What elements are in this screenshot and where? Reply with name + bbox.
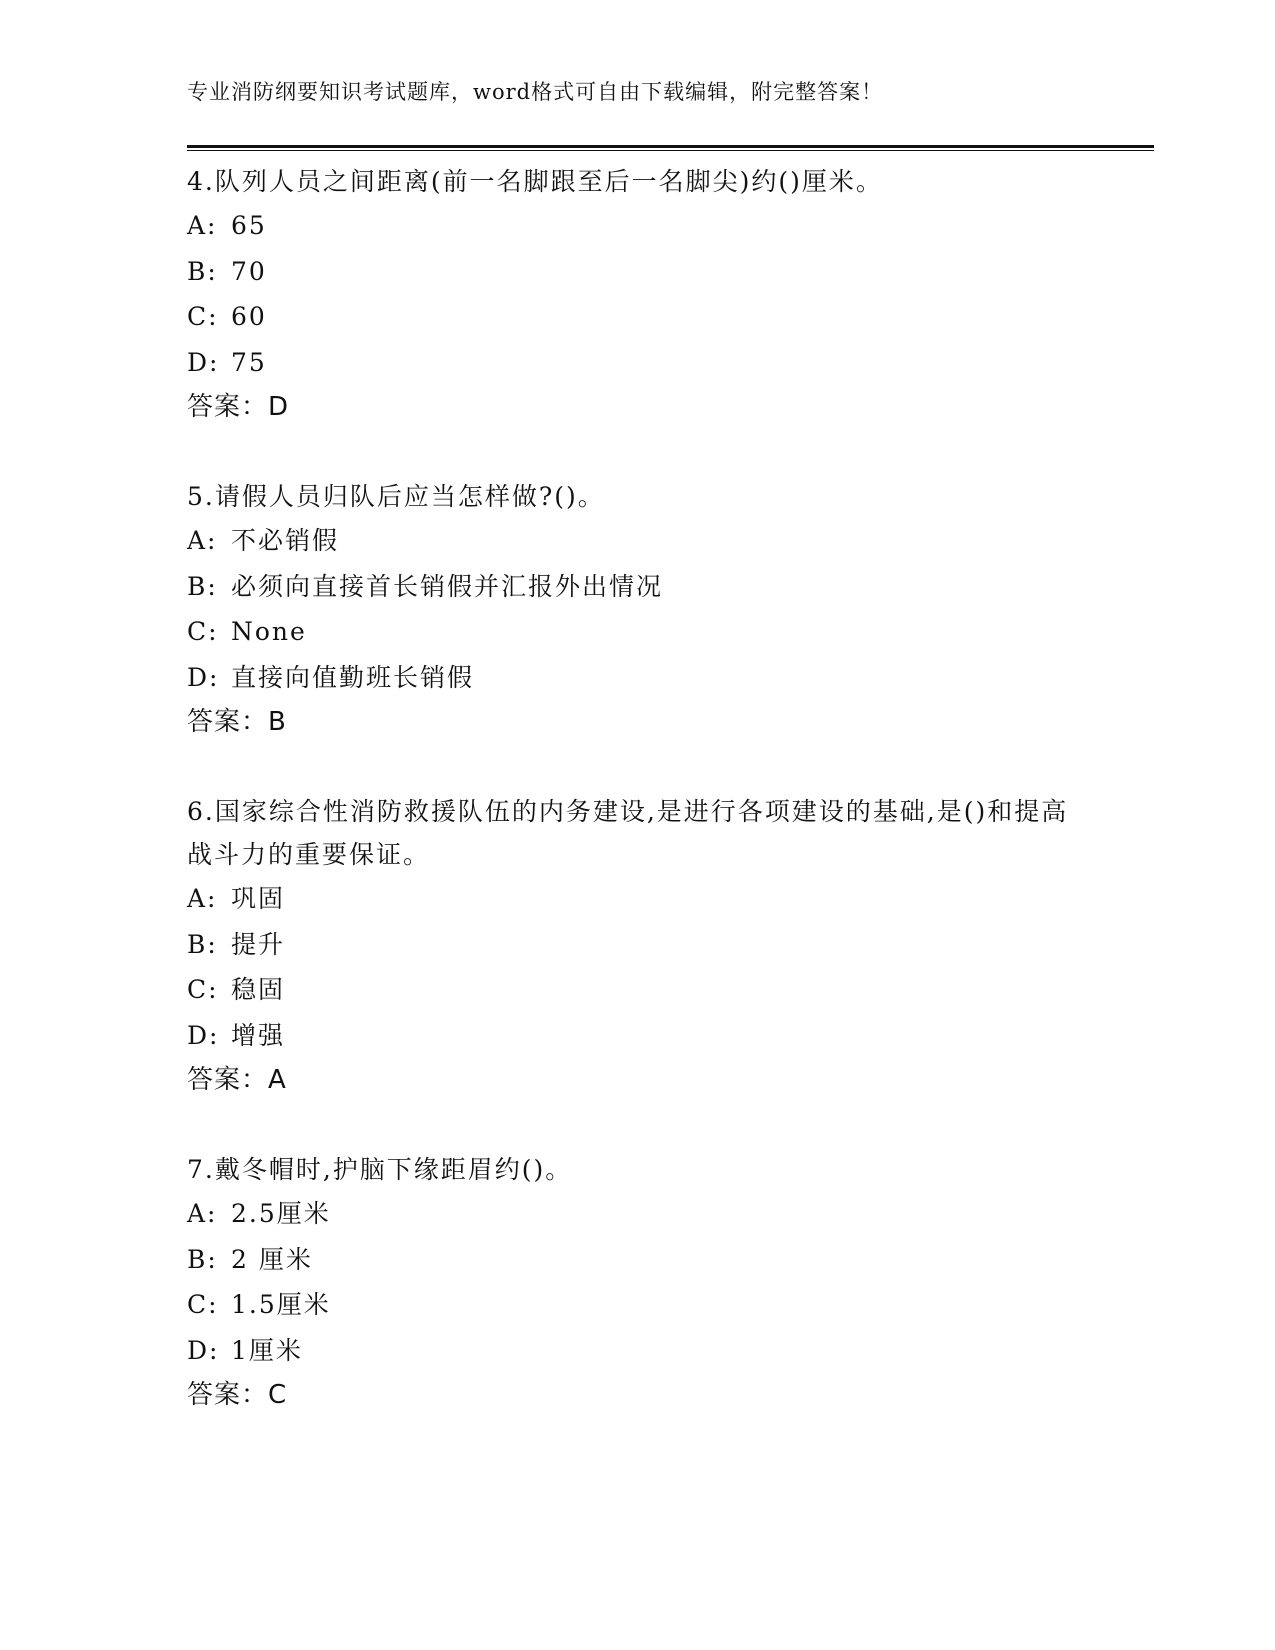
option-a <box>187 1191 1087 1237</box>
question-4 <box>187 160 1087 430</box>
option-letter: D: <box>187 662 220 692</box>
option-c <box>187 967 1087 1013</box>
option-text: 1厘米 <box>231 1335 303 1365</box>
answer-line: 答案：A <box>187 1065 287 1095</box>
answer-line: 答案：C <box>187 1380 288 1410</box>
option-text: 巩固 <box>231 884 286 913</box>
option-b <box>187 1237 1087 1283</box>
option-text: 必须向直接首长销假并汇报外出情况 <box>231 571 664 601</box>
option-c <box>187 609 1087 655</box>
page-header: 专业消防纲要知识考试题库，word格式可自由下载编辑，附完整答案！ <box>187 80 884 104</box>
option-a <box>187 876 1087 922</box>
question-text: 4.队列人员之间距离(前一名脚跟至后一名脚尖)约()厘米。 <box>187 167 883 196</box>
option-text: 2.5厘米 <box>231 1199 331 1228</box>
question-5 <box>187 475 1087 745</box>
option-text: 提升 <box>231 929 286 959</box>
option-text: 增强 <box>231 1020 286 1050</box>
option-text: 2 厘米 <box>231 1244 313 1274</box>
option-text: 75 <box>231 347 267 377</box>
option-letter: D: <box>187 347 220 377</box>
option-letter: C: <box>187 975 219 1004</box>
answer-line: 答案：B <box>187 707 287 737</box>
option-a <box>187 203 1087 249</box>
question-list <box>187 160 1087 1463</box>
option-letter: B: <box>187 1244 218 1274</box>
option-c <box>187 1282 1087 1328</box>
option-d <box>187 340 1087 386</box>
option-letter: C: <box>187 302 219 331</box>
option-letter: A: <box>187 884 218 913</box>
question-7 <box>187 1148 1087 1418</box>
question-6 <box>187 790 1087 1103</box>
option-letter: D: <box>187 1335 220 1365</box>
option-text: None <box>231 617 307 646</box>
answer-line: 答案：D <box>187 392 290 422</box>
option-text: 65 <box>231 211 267 240</box>
option-text: 70 <box>231 256 267 286</box>
option-text: 不必销假 <box>231 526 340 555</box>
option-d <box>187 655 1087 701</box>
option-letter: A: <box>187 526 218 555</box>
option-letter: B: <box>187 256 218 286</box>
option-text: 1.5厘米 <box>231 1290 331 1319</box>
option-letter: B: <box>187 571 218 601</box>
option-letter: C: <box>187 1290 219 1319</box>
option-letter: D: <box>187 1020 220 1050</box>
option-b <box>187 564 1087 610</box>
option-d <box>187 1013 1087 1059</box>
question-text: 7.戴冬帽时,护脑下缘距眉约()。 <box>187 1155 573 1184</box>
question-text: 6.国家综合性消防救援队伍的内务建设,是进行各项建设的基础,是()和提高战斗力的重要保证。 <box>187 797 1069 869</box>
option-a <box>187 518 1087 564</box>
option-text: 60 <box>231 302 267 331</box>
option-b <box>187 922 1087 968</box>
option-text: 直接向值勤班长销假 <box>231 662 475 692</box>
option-letter: A: <box>187 211 218 240</box>
option-c <box>187 294 1087 340</box>
header-divider <box>187 145 1154 151</box>
option-letter: A: <box>187 1199 218 1228</box>
option-b <box>187 249 1087 295</box>
option-letter: B: <box>187 929 218 959</box>
option-text: 稳固 <box>231 975 286 1004</box>
option-d <box>187 1328 1087 1374</box>
option-letter: C: <box>187 617 219 646</box>
question-text: 5.请假人员归队后应当怎样做?()。 <box>187 482 605 511</box>
